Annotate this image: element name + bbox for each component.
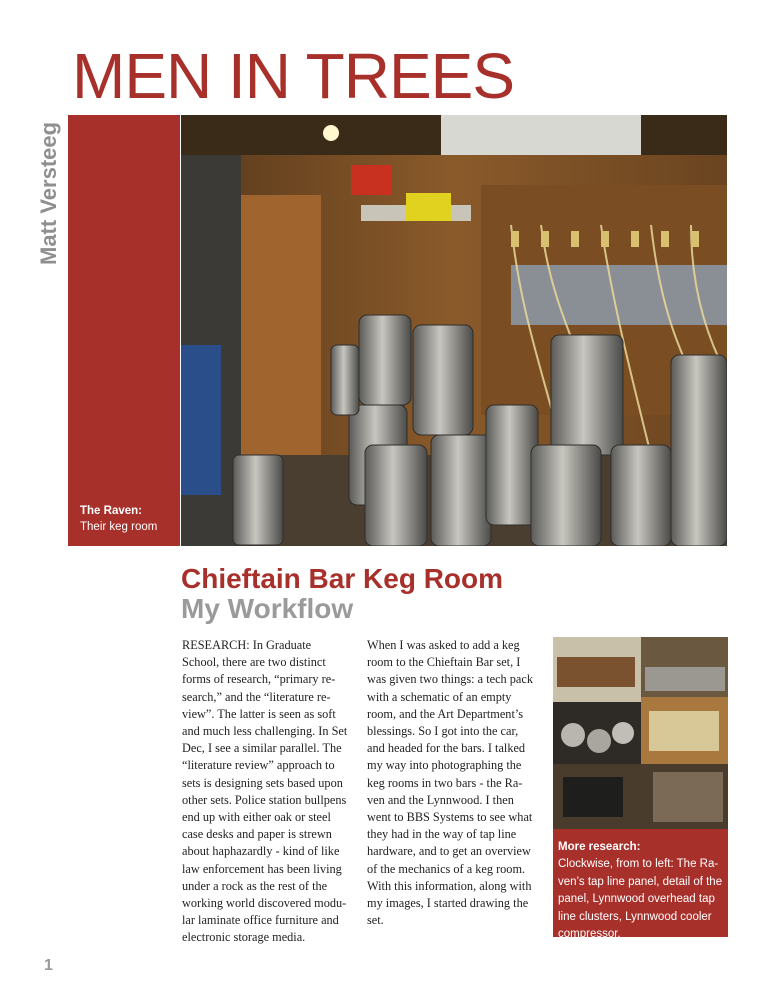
text-line: room to the Chieftain Bar set, I [367, 655, 521, 670]
text-line: and headed for the bars. I talked [367, 741, 526, 756]
side-caption-line: line clusters, Lynnwood cooler [558, 910, 712, 923]
text-line: forms of research, “primary re- [182, 672, 336, 687]
text-line: keg rooms in two bars - the Ra- [367, 775, 523, 790]
text-line: my images, I started drawing the [367, 896, 529, 911]
side-caption-line: Clockwise, from to left: The Ra- [558, 858, 719, 871]
main-photo-caption-heading: The Raven: [80, 505, 142, 517]
text-line: about haphazardly - kind of like [182, 844, 340, 859]
side-caption-line: ven’s tap line panel, detail of the [558, 875, 723, 888]
text-line: When I was asked to add a keg [367, 638, 520, 652]
side-photo-caption [553, 829, 728, 941]
side-caption-heading: More research: [558, 841, 641, 853]
text-line: room, and the Art Department’s [367, 706, 524, 721]
text-line: With this information, along with [367, 878, 532, 893]
text-line: ven and the Lynnwood. I then [367, 792, 514, 807]
research-collage-photo [553, 637, 728, 829]
article-column-2 [367, 637, 543, 929]
text-line: of the mechanics of a keg room. [367, 861, 526, 876]
text-line: RESEARCH: In Graduate [182, 638, 312, 652]
article-column-1 [182, 637, 358, 947]
text-line: view”. The latter is seen as soft [182, 706, 336, 721]
text-line: they had in the way of tap line [367, 827, 517, 842]
text-line: sets is designing sets based upon [182, 775, 343, 790]
text-line: and much less challenging. In Set [182, 724, 348, 739]
text-line: working world discovered modu- [182, 896, 347, 911]
text-line: hardware, and to get an overview [367, 844, 531, 859]
author-name: Matt Versteeg [36, 121, 61, 265]
article-title: Chieftain Bar Keg Room [181, 563, 504, 594]
page-number: 1 [44, 957, 53, 974]
text-line: was given two things: a tech pack [367, 672, 533, 687]
text-line: School, there are two distinct [182, 655, 326, 670]
text-line: search,” and the “literature re- [182, 689, 331, 704]
text-line: went to BBS Systems to see what [367, 810, 533, 825]
text-line: blessings. So I got into the car, [367, 724, 519, 739]
side-caption-line: compressor. [558, 928, 621, 941]
text-line: my way into photographing the [367, 758, 522, 773]
text-line: set. [367, 913, 384, 928]
text-line: other sets. Police station bullpens [182, 792, 347, 807]
keg-room-photo [181, 115, 727, 546]
text-line: lar laminate office furniture and [182, 913, 339, 928]
section-title: MEN IN TREES [72, 40, 514, 112]
photo-side-band [68, 115, 180, 546]
text-line: “literature review” approach to [182, 758, 335, 773]
side-caption-line: panel, Lynnwood overhead tap [558, 893, 715, 906]
text-line: under a rock as the rest of the [182, 878, 328, 893]
main-photo-caption-text: Their keg room [80, 521, 158, 533]
text-line: Dec, I see a similar parallel. The [182, 741, 342, 756]
text-line: with a schematic of an empty [367, 689, 512, 704]
main-photo-caption [80, 503, 176, 535]
article-subtitle: My Workflow [181, 593, 354, 624]
text-line: case desks and paper is strewn [182, 827, 332, 842]
text-line: electronic storage media. [182, 930, 306, 945]
text-line: law enforcement has been living [182, 861, 342, 876]
text-line: end up with either oak or steel [182, 810, 331, 825]
